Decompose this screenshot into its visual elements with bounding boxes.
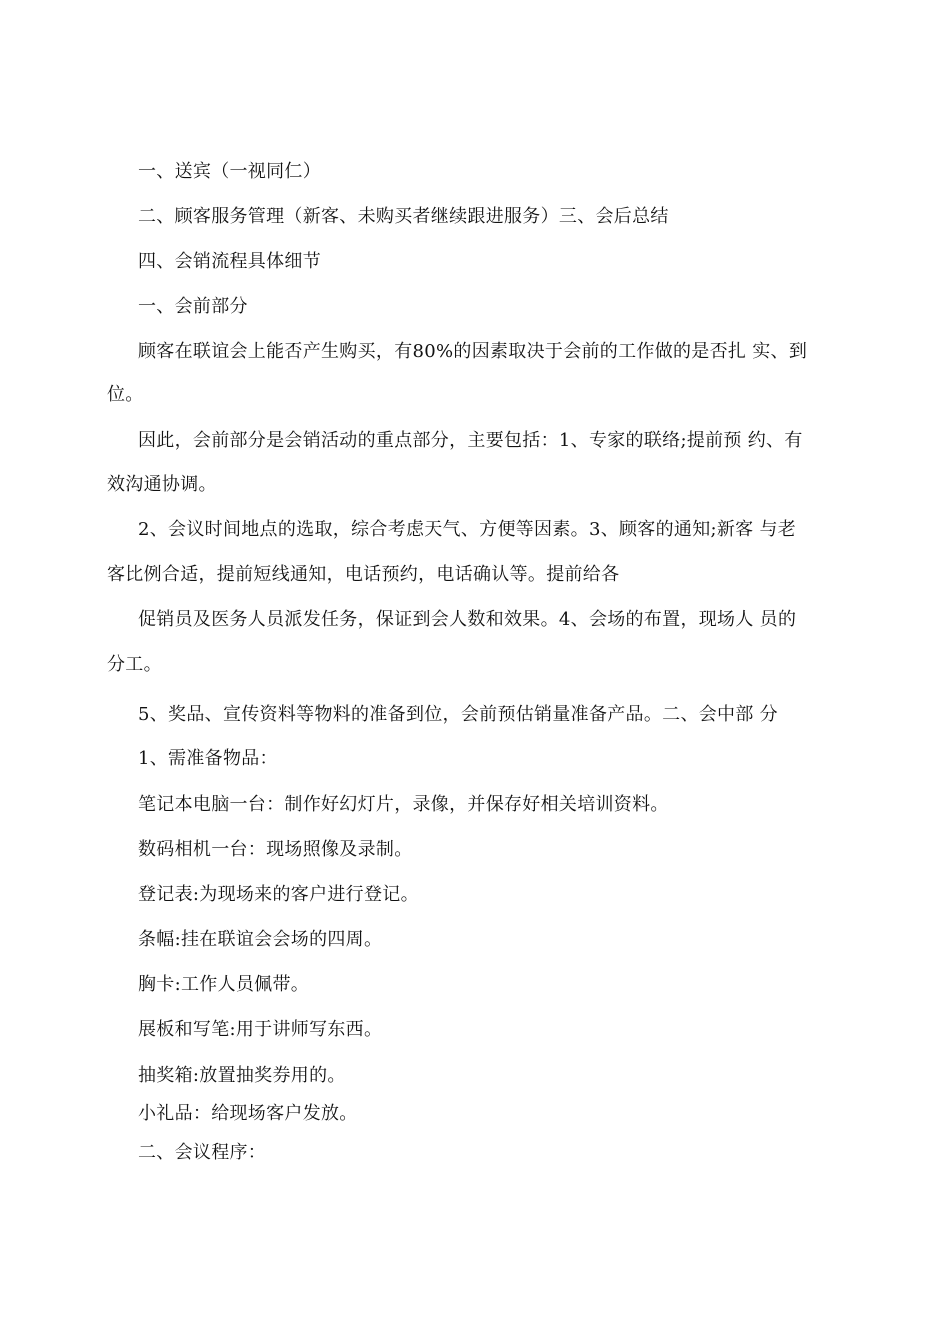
text-line: 笔记本电脑一台：制作好幻灯片，录像，并保存好相关培训资料。 — [138, 794, 669, 815]
text-line: 效沟通协调。 — [107, 474, 217, 495]
text-line: 客比例合适，提前短线通知，电话预约，电话确认等。提前给各 — [107, 564, 620, 585]
text-line: 一、送宾（一视同仁） — [138, 161, 321, 182]
text-line: 分工。 — [107, 654, 162, 675]
text-line: 抽奖箱:放置抽奖券用的。 — [138, 1065, 346, 1086]
text-line: 因此，会前部分是会销活动的重点部分，主要包括：1、专家的联络;提前预 约、有 — [138, 430, 803, 451]
text-line: 胸卡:工作人员佩带。 — [138, 974, 310, 995]
text-line: 数码相机一台：现场照像及录制。 — [138, 839, 413, 860]
text-line: 促销员及医务人员派发任务，保证到会人数和效果。4、会场的布置，现场人 员的 — [138, 609, 797, 630]
text-line: 二、顾客服务管理（新客、未购买者继续跟进服务）三、会后总结 — [138, 206, 669, 227]
text-line: 登记表:为现场来的客户进行登记。 — [138, 884, 419, 905]
text-line: 一、会前部分 — [138, 296, 248, 317]
text-line: 二、会议程序： — [138, 1142, 267, 1163]
text-line: 四、会销流程具体细节 — [138, 251, 321, 272]
text-line: 顾客在联谊会上能否产生购买，有80%的因素取决于会前的工作做的是否扎 实、到 — [138, 341, 808, 362]
text-line: 1、需准备物品： — [138, 748, 278, 769]
text-line: 展板和写笔:用于讲师写东西。 — [138, 1019, 383, 1040]
text-line: 5、奖品、宣传资料等物料的准备到位，会前预估销量准备产品。二、会中部 分 — [138, 704, 778, 725]
text-line: 条幅:挂在联谊会会场的四周。 — [138, 929, 383, 950]
text-line: 位。 — [107, 384, 144, 405]
text-line: 小礼品：给现场客户发放。 — [138, 1103, 358, 1124]
text-line: 2、会议时间地点的选取，综合考虑天气、方便等因素。3、顾客的通知;新客 与老 — [138, 519, 797, 540]
